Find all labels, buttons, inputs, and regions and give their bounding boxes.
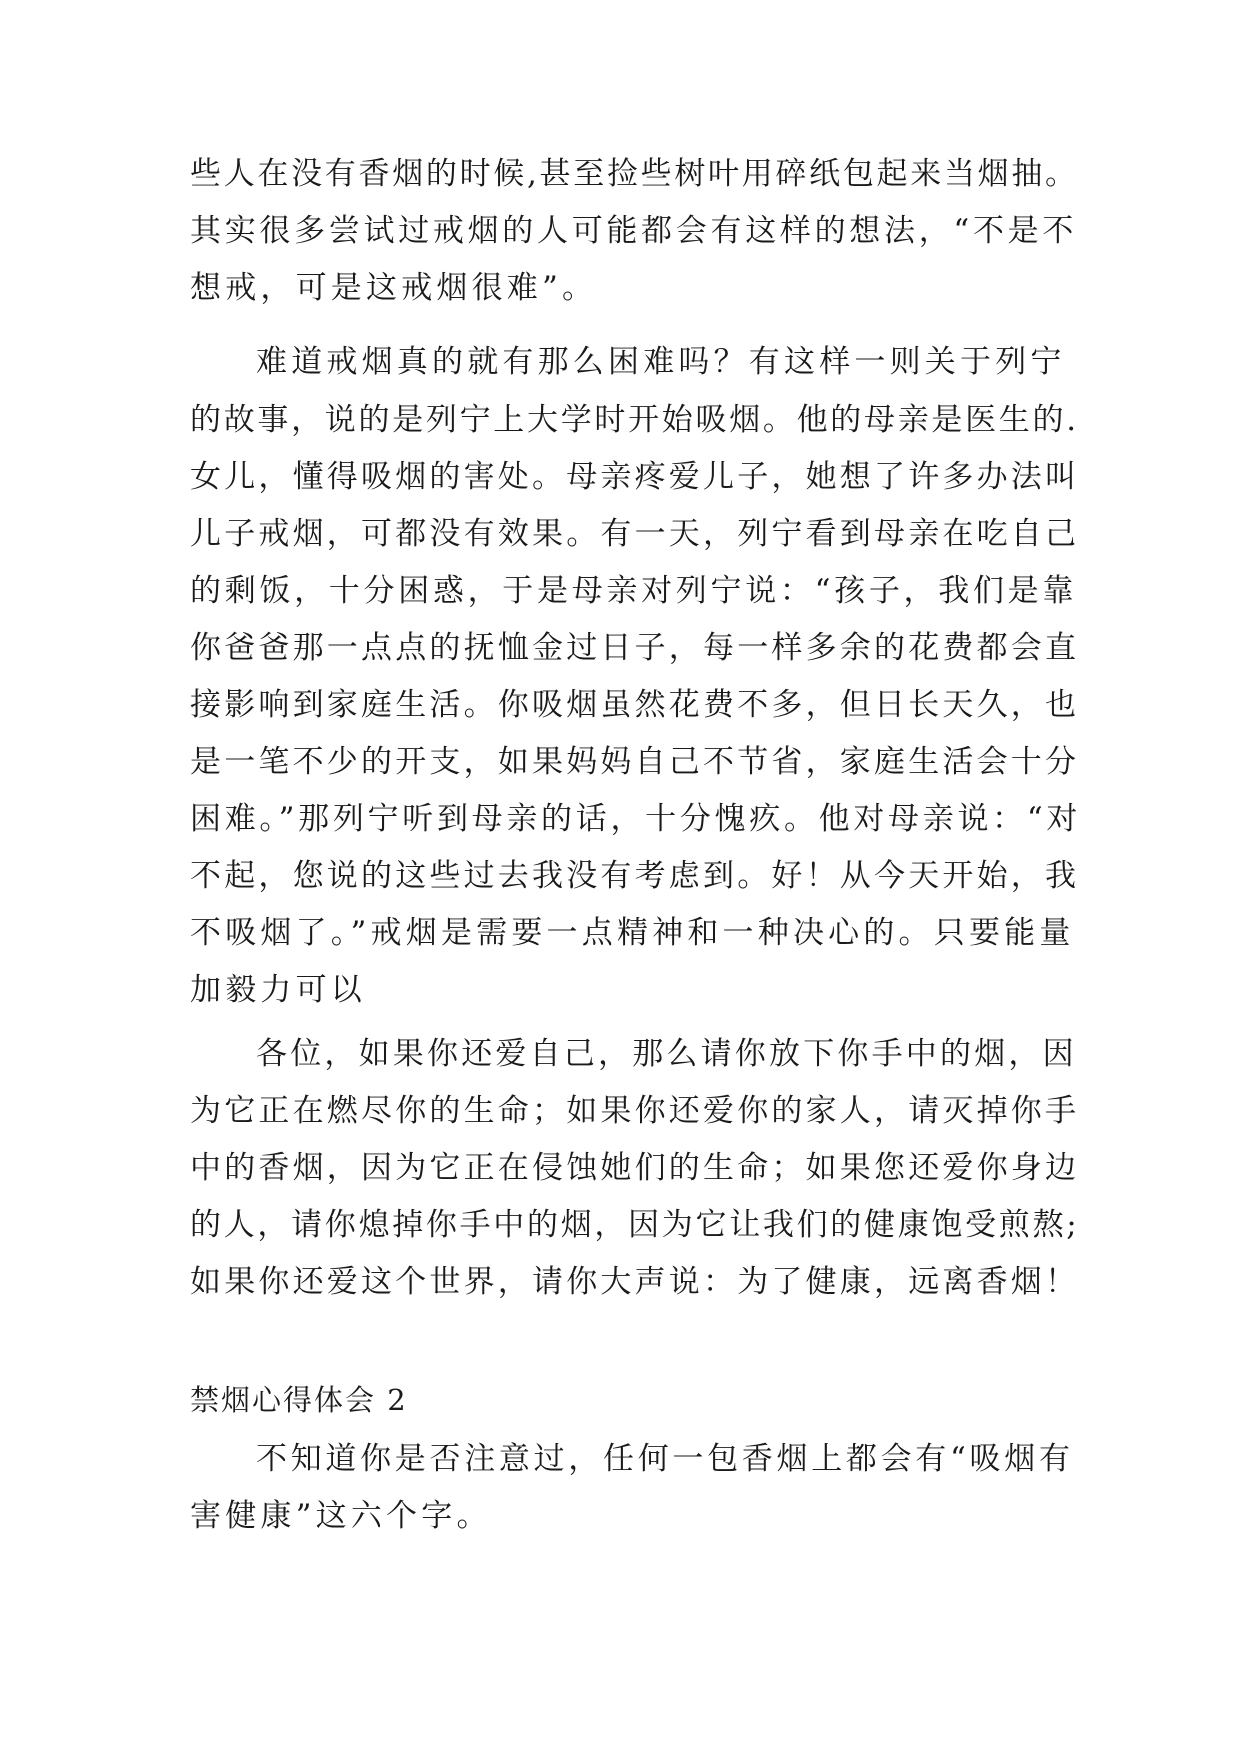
paragraph-line: 不知道你是否注意过，任何一包香烟上都会有“吸烟有 bbox=[256, 1441, 1074, 1477]
paragraph-line: 想戒，可是这戒烟很难”。 bbox=[190, 270, 598, 306]
paragraph-line: 害健康”这六个字。 bbox=[190, 1498, 492, 1534]
paragraph-line: 的剩饭，十分困惑，于是母亲对列宁说：“孩子，我们是靠 bbox=[190, 573, 1078, 609]
paragraph-line: 些人在没有香烟的时候,甚至捡些树叶用碎纸包起来当烟抽。 bbox=[190, 156, 1079, 192]
paragraph-line: 加毅力可以 bbox=[190, 972, 366, 1008]
paragraph-line: 不吸烟了。”戒烟是需要一点精神和一种决心的。只要能量 bbox=[190, 915, 1075, 951]
paragraph-line: 如果你还爱这个世界，请你大声说：为了健康，远离香烟！ bbox=[190, 1264, 1080, 1300]
paragraph-line: 中的香烟，因为它正在侵蚀她们的生命；如果您还爱你身边 bbox=[190, 1150, 1080, 1186]
paragraph-line: 困难。”那列宁听到母亲的话，十分愧疚。他对母亲说：“对 bbox=[190, 801, 1082, 837]
paragraph-line: 难道戒烟真的就有那么困难吗？有这样一则关于列宁 bbox=[256, 344, 1066, 380]
paragraph-line: 儿子戒烟，可都没有效果。有一天，列宁看到母亲在吃自己 bbox=[190, 516, 1080, 552]
paragraph-line: 的故事，说的是列宁上大学时开始吸烟。他的母亲是医生的. bbox=[190, 402, 1079, 438]
paragraph-line: 是一笔不少的开支，如果妈妈自己不节省，家庭生活会十分 bbox=[190, 744, 1080, 780]
paragraph-line: 为它正在燃尽你的生命；如果你还爱你的家人，请灭掉你手 bbox=[190, 1093, 1080, 1129]
paragraph-line: 女儿，懂得吸烟的害处。母亲疼爱儿子，她想了许多办法叫 bbox=[190, 459, 1080, 495]
paragraph-line: 各位，如果你还爱自己，那么请你放下你手中的烟，因 bbox=[256, 1036, 1077, 1072]
paragraph-line: 不起，您说的这些过去我没有考虑到。好！从今天开始，我 bbox=[190, 858, 1080, 894]
paragraph-line: 的人，请你熄掉你手中的烟，因为它让我们的健康饱受煎熬; bbox=[190, 1207, 1080, 1243]
paragraph-line: 你爸爸那一点点的抚恤金过日子，每一样多余的花费都会直 bbox=[190, 630, 1080, 666]
paragraph-line: 接影响到家庭生活。你吸烟虽然花费不多，但日长天久，也 bbox=[190, 687, 1080, 723]
section-heading: 禁烟心得体会 2 bbox=[190, 1383, 408, 1417]
paragraph-line: 其实很多尝试过戒烟的人可能都会有这样的想法，“不是不 bbox=[190, 213, 1078, 249]
